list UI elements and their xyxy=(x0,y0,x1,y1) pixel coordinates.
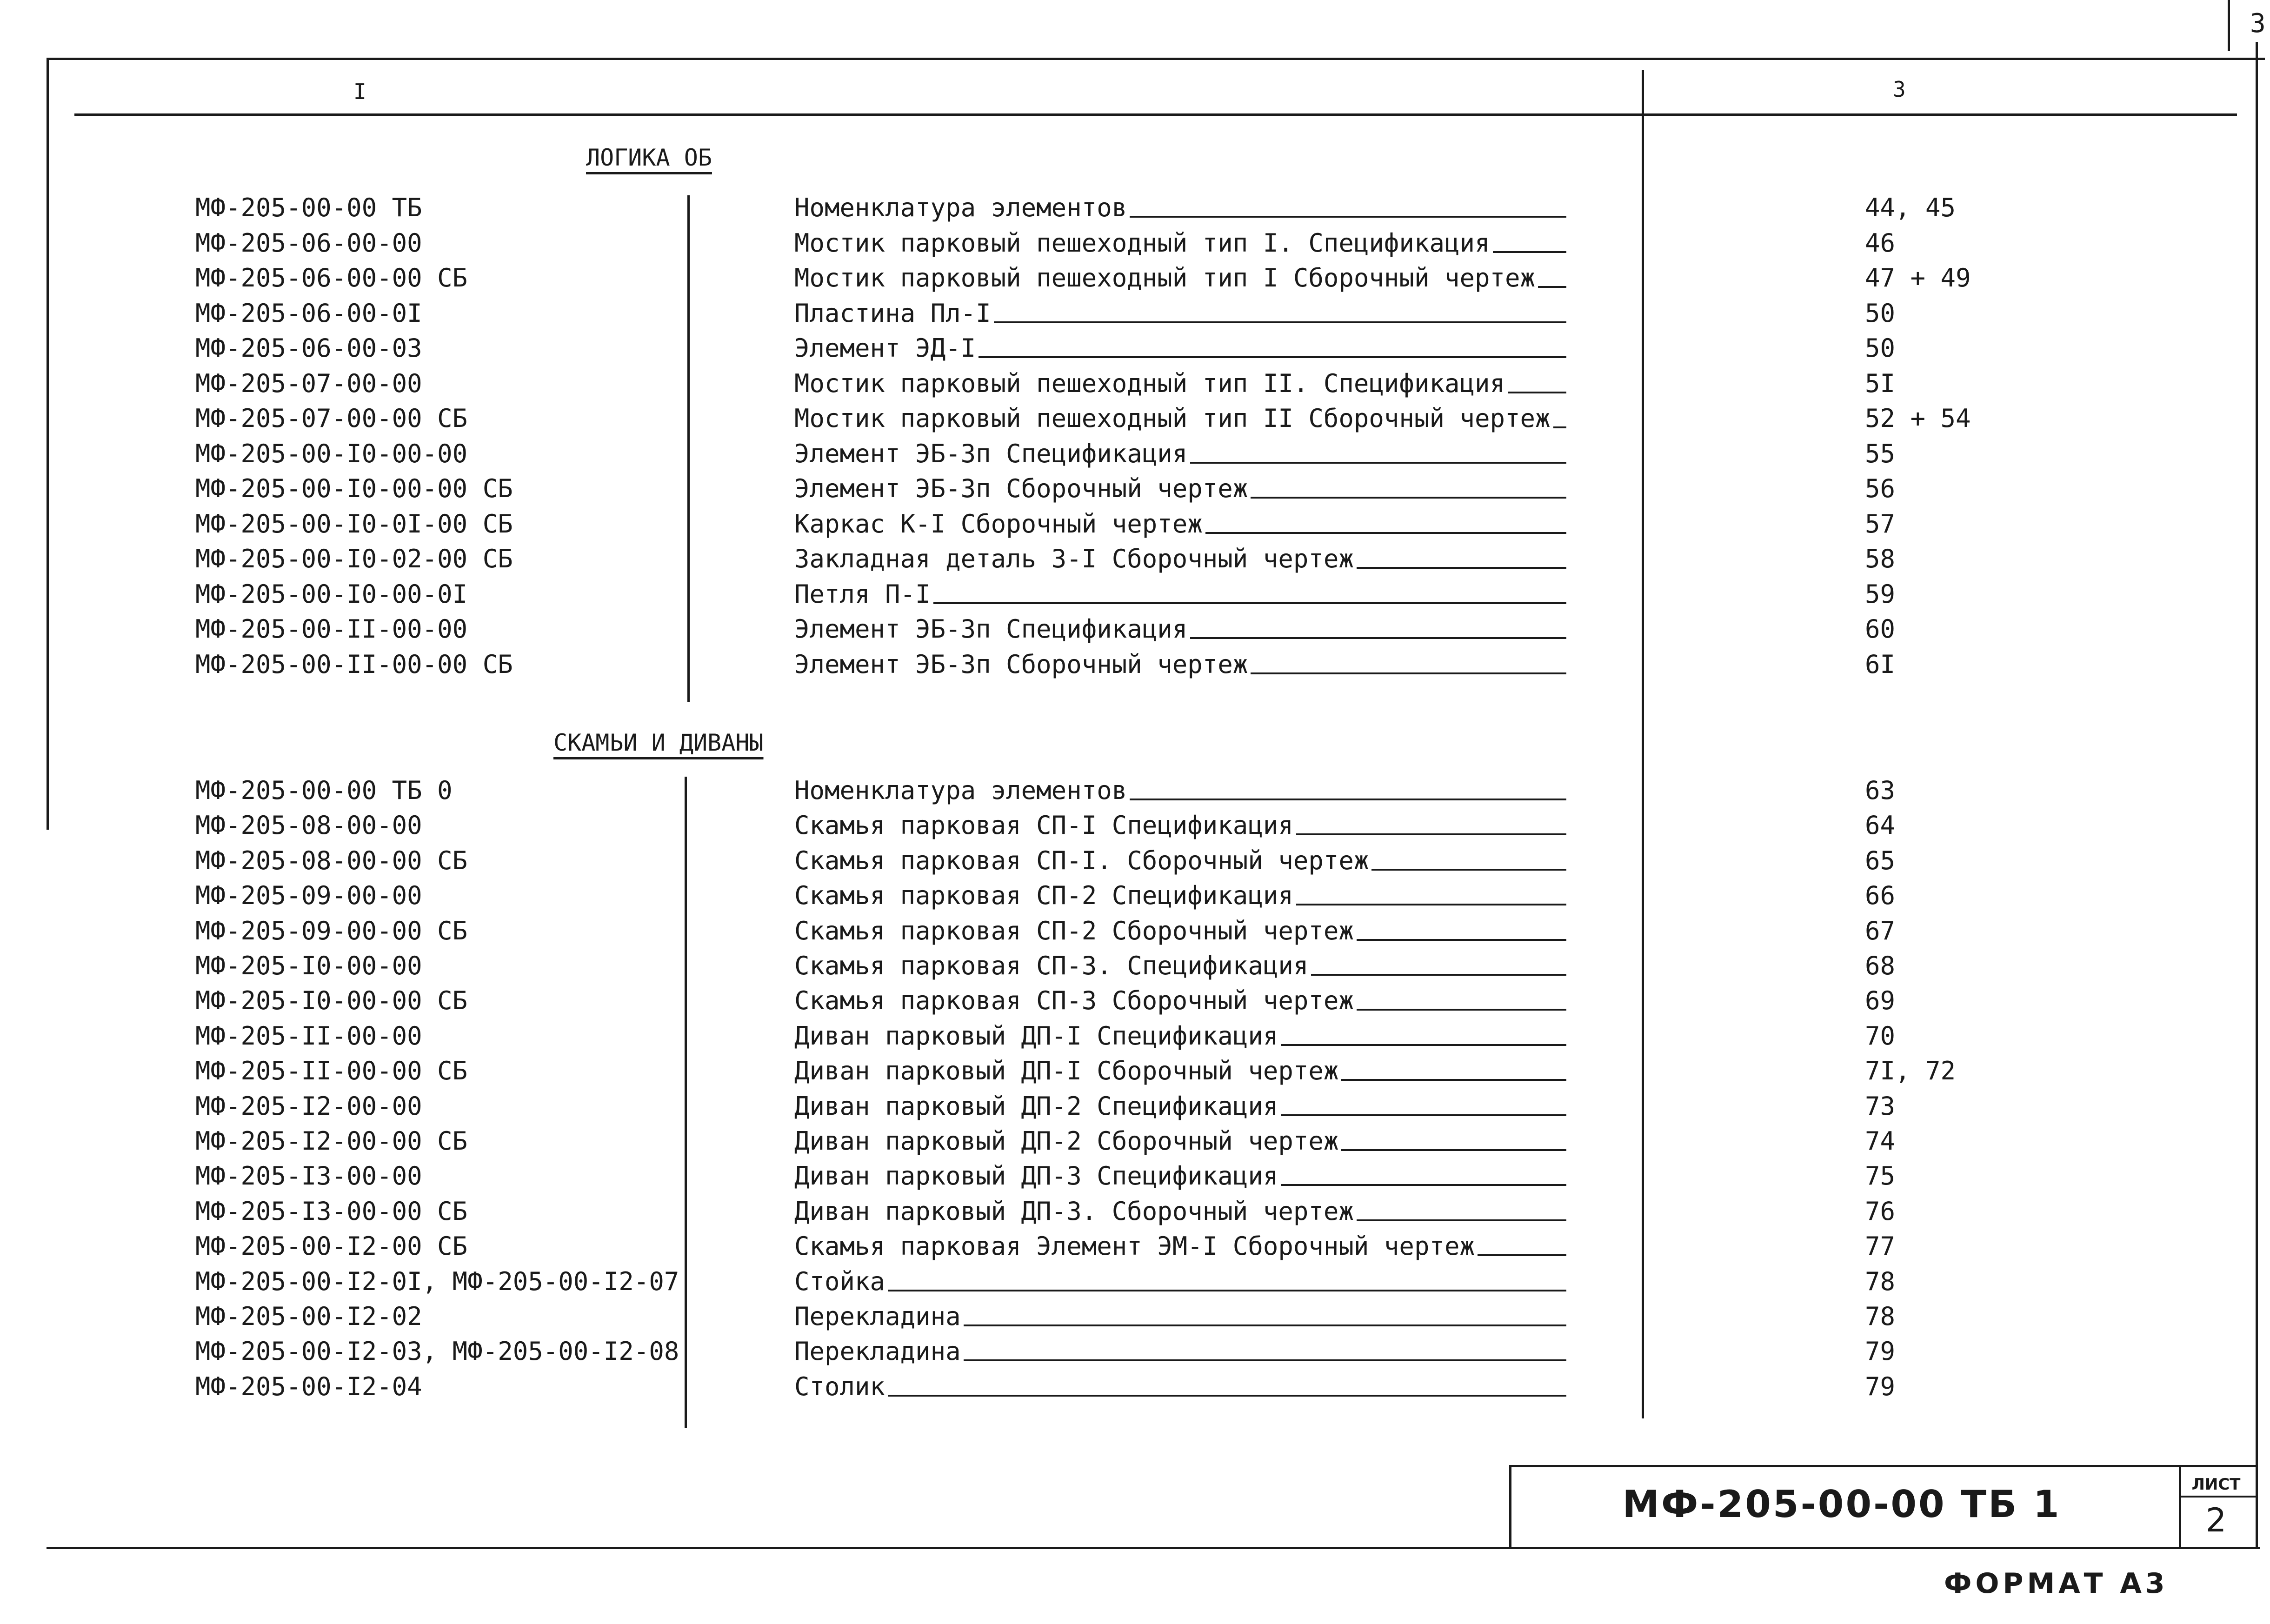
row-title-text: Диван парковый ДП-3 Спецификация xyxy=(794,1161,1278,1191)
row-leader-line xyxy=(1130,799,1566,800)
row-title-text: Перекладина xyxy=(794,1302,961,1331)
row-title xyxy=(794,813,1566,838)
row-title xyxy=(794,988,1566,1013)
row-page: 73 xyxy=(1865,1092,1896,1121)
row-code: МФ-205-I3-00-00 СБ xyxy=(195,1197,468,1226)
row-leader-line xyxy=(1357,1219,1566,1221)
row-code: МФ-205-08-00-00 СБ xyxy=(195,846,468,875)
row-code: МФ-205-00-I0-0I-00 СБ xyxy=(195,509,513,539)
row-code: МФ-205-00-00 ТБ xyxy=(195,193,422,222)
row-leader-line xyxy=(979,356,1566,358)
row-leader-line xyxy=(994,321,1566,323)
row-title xyxy=(794,848,1566,873)
row-title-text: Стойка xyxy=(794,1267,885,1296)
row-title xyxy=(794,1094,1566,1119)
row-code: МФ-205-I2-00-00 СБ xyxy=(195,1126,468,1156)
row-title-text: Закладная деталь З-I Сборочный чертеж xyxy=(794,544,1354,573)
corner-tick-line xyxy=(2228,0,2230,51)
row-title xyxy=(794,509,1566,539)
row-title-text: Скамья парковая Элемент ЭМ-I Сборочный чертеж xyxy=(794,1231,1475,1261)
row-title-text: Петля П-I xyxy=(794,579,931,609)
row-title xyxy=(794,579,1566,609)
row-title xyxy=(794,614,1566,644)
row-title xyxy=(794,918,1566,944)
row-page: 59 xyxy=(1865,579,1896,609)
row-title xyxy=(794,263,1566,293)
row-title-text: Скамья парковая СП-I Спецификация xyxy=(794,811,1293,840)
row-code: МФ-205-I0-00-00 СБ xyxy=(195,986,468,1015)
row-code: МФ-205-06-00-00 xyxy=(195,228,422,258)
row-title xyxy=(794,953,1566,978)
row-title-text: Перекладина xyxy=(794,1337,961,1366)
row-title-text: Номенклатура элементов xyxy=(794,776,1127,805)
row-page: 47 + 49 xyxy=(1865,263,1971,293)
row-title xyxy=(794,652,1566,677)
row-title-text: Скамья парковая СП-3. Спецификация xyxy=(794,951,1309,980)
row-leader-line xyxy=(1251,497,1566,499)
row-title xyxy=(794,778,1566,803)
row-page: 5I xyxy=(1865,369,1896,398)
row-page: 76 xyxy=(1865,1197,1896,1226)
row-leader-line xyxy=(1190,462,1566,464)
row-code: МФ-205-00-I0-02-00 СБ xyxy=(195,544,513,573)
row-leader-line xyxy=(1190,637,1566,639)
row-title xyxy=(794,301,1566,326)
row-title-text: Каркас К-I Сборочный чертеж xyxy=(794,509,1203,539)
row-title xyxy=(794,1231,1566,1261)
row-title xyxy=(794,1021,1566,1051)
row-leader-line xyxy=(1478,1254,1566,1256)
row-code: МФ-205-09-00-00 СБ xyxy=(195,916,468,945)
stamp-sheet-label-line xyxy=(2179,1496,2258,1498)
row-page: 58 xyxy=(1865,544,1896,573)
row-title xyxy=(794,441,1566,466)
row-title-text: Мостик парковый пешеходный тип I Сборочный чертеж xyxy=(794,263,1536,293)
frame-top-line xyxy=(47,58,2265,60)
row-title xyxy=(794,195,1566,220)
row-code: МФ-205-00-I2-04 xyxy=(195,1372,422,1401)
column-number-1: I xyxy=(353,79,366,104)
row-title xyxy=(794,1269,1566,1294)
row-title-text: Мостик парковый пешеходный тип II. Спецификация xyxy=(794,369,1505,398)
row-code: МФ-205-00-I0-00-00 СБ xyxy=(195,474,513,503)
row-code: МФ-205-09-00-00 xyxy=(195,881,422,910)
row-title xyxy=(794,333,1566,363)
row-title-text: Элемент ЭБ-3п Сборочный чертеж xyxy=(794,650,1248,679)
frame-bottom-line xyxy=(47,1547,2260,1549)
row-leader-line xyxy=(888,1290,1566,1291)
format-label: ФОРМАТ А3 xyxy=(1944,1567,2169,1600)
row-title-text: Номенклатура элементов xyxy=(794,193,1127,222)
stamp-top-line xyxy=(1509,1465,2258,1467)
row-code: МФ-205-00-II-00-00 xyxy=(195,614,468,644)
row-code: МФ-205-II-00-00 xyxy=(195,1021,422,1051)
row-page: 50 xyxy=(1865,299,1896,328)
row-leader-line xyxy=(1205,532,1566,534)
row-title xyxy=(794,1199,1566,1224)
row-page: 60 xyxy=(1865,614,1896,644)
row-page: 70 xyxy=(1865,1021,1896,1051)
row-page: 75 xyxy=(1865,1161,1896,1191)
row-title-text: Элемент ЭБ-3п Сборочный чертеж xyxy=(794,474,1248,503)
row-leader-line xyxy=(1296,904,1566,905)
row-page: 77 xyxy=(1865,1231,1896,1261)
document-code: МФ-205-00-00 ТБ 1 xyxy=(1622,1483,2061,1526)
row-code: МФ-205-07-00-00 xyxy=(195,369,422,398)
row-title-text: Элемент ЭБ-3п Спецификация xyxy=(794,439,1188,468)
row-page: 74 xyxy=(1865,1126,1896,1156)
row-page: 78 xyxy=(1865,1302,1896,1331)
row-leader-line xyxy=(1296,833,1566,835)
row-title-text: Диван парковый ДП-3. Сборочный чертеж xyxy=(794,1197,1354,1226)
row-code: МФ-205-00-I0-00-00 xyxy=(195,439,468,468)
row-title xyxy=(794,406,1566,431)
sheet-label: ЛИСТ xyxy=(2191,1475,2241,1494)
row-title xyxy=(794,1058,1566,1084)
row-code: МФ-205-II-00-00 СБ xyxy=(195,1056,468,1085)
row-title xyxy=(794,1304,1566,1329)
row-code: МФ-205-00-II-00-00 СБ xyxy=(195,650,513,679)
sheet-number: 2 xyxy=(2205,1501,2227,1539)
row-title xyxy=(794,228,1566,258)
row-code: МФ-205-I3-00-00 xyxy=(195,1161,422,1191)
row-leader-line xyxy=(1341,1079,1566,1081)
row-title-text: Скамья парковая СП-I. Сборочный чертеж xyxy=(794,846,1369,875)
row-page: 67 xyxy=(1865,916,1896,945)
row-title-text: Мостик парковый пешеходный тип II Сборочный чертеж xyxy=(794,404,1551,433)
row-leader-line xyxy=(1281,1044,1566,1046)
row-leader-line xyxy=(933,602,1566,604)
row-title-text: Столик xyxy=(794,1372,885,1401)
row-leader-line xyxy=(1357,939,1566,941)
row-title-text: Скамья парковая СП-2 Спецификация xyxy=(794,881,1293,910)
section-title-bridges: ЛОГИКА ОБ xyxy=(586,144,712,171)
row-code: МФ-205-00-I2-03, МФ-205-00-I2-08 xyxy=(195,1337,679,1366)
row-leader-line xyxy=(1538,286,1566,288)
row-page: 57 xyxy=(1865,509,1896,539)
row-leader-line xyxy=(1130,216,1566,218)
row-page: 56 xyxy=(1865,474,1896,503)
row-title xyxy=(794,1374,1566,1399)
row-title-text: Скамья парковая СП-3 Сборочный чертеж xyxy=(794,986,1354,1015)
row-title-text: Диван парковый ДП-2 Спецификация xyxy=(794,1092,1278,1121)
row-leader-line xyxy=(1357,567,1566,569)
row-title-text: Диван парковый ДП-I Спецификация xyxy=(794,1021,1278,1051)
header-rule xyxy=(74,113,2237,116)
row-code: МФ-205-I2-00-00 xyxy=(195,1092,422,1121)
row-page: 78 xyxy=(1865,1267,1896,1296)
row-title xyxy=(794,883,1566,908)
row-code: МФ-205-00-I2-0I, МФ-205-00-I2-07 xyxy=(195,1267,679,1296)
row-leader-line xyxy=(1371,869,1566,871)
row-code: МФ-205-00-I0-00-0I xyxy=(195,579,468,609)
row-code: МФ-205-07-00-00 СБ xyxy=(195,404,468,433)
row-page: 44, 45 xyxy=(1865,193,1956,222)
row-leader-line xyxy=(1311,974,1566,976)
row-title xyxy=(794,476,1566,501)
row-leader-line xyxy=(964,1324,1566,1326)
row-leader-line xyxy=(964,1359,1566,1361)
row-code: МФ-205-I0-00-00 xyxy=(195,951,422,980)
row-page: 55 xyxy=(1865,439,1896,468)
row-title xyxy=(794,1339,1566,1364)
column-number-3: 3 xyxy=(1893,77,1906,102)
column-divider-right xyxy=(1642,70,1644,1418)
row-page: 68 xyxy=(1865,951,1896,980)
row-title-text: Скамья парковая СП-2 Сборочный чертеж xyxy=(794,916,1354,945)
row-leader-line xyxy=(1553,426,1566,428)
row-page: 79 xyxy=(1865,1337,1896,1366)
row-title xyxy=(794,1161,1566,1191)
section-title-benches: СКАМЬИ И ДИВАНЫ xyxy=(553,729,764,756)
row-page: 63 xyxy=(1865,776,1896,805)
row-title xyxy=(794,546,1566,572)
row-code: МФ-205-00-I2-02 xyxy=(195,1302,422,1331)
row-page: 46 xyxy=(1865,228,1896,258)
row-title-text: Пластина Пл-I xyxy=(794,299,991,328)
row-code: МФ-205-00-I2-00 СБ xyxy=(195,1231,468,1261)
row-code: МФ-205-00-00 ТБ 0 xyxy=(195,776,453,805)
row-leader-line xyxy=(1281,1114,1566,1116)
column-divider-left-bottom xyxy=(685,777,687,1428)
row-code: МФ-205-08-00-00 xyxy=(195,811,422,840)
row-title-text: Элемент ЭБ-3п Спецификация xyxy=(794,614,1188,644)
row-code: МФ-205-06-00-03 xyxy=(195,333,422,363)
row-leader-line xyxy=(1251,672,1566,674)
row-page: 66 xyxy=(1865,881,1896,910)
row-page: 50 xyxy=(1865,333,1896,363)
row-leader-line xyxy=(1341,1149,1566,1151)
row-leader-line xyxy=(1493,251,1567,253)
row-page: 6I xyxy=(1865,650,1896,679)
row-title xyxy=(794,371,1566,396)
row-page: 7I, 72 xyxy=(1865,1056,1956,1085)
row-title-text: Мостик парковый пешеходный тип I. Спецификация xyxy=(794,228,1490,258)
row-page: 64 xyxy=(1865,811,1896,840)
row-leader-line xyxy=(888,1395,1566,1397)
frame-right-line xyxy=(2256,42,2258,1549)
row-code: МФ-205-06-00-00 СБ xyxy=(195,263,468,293)
row-title-text: Диван парковый ДП-I Сборочный чертеж xyxy=(794,1056,1339,1085)
row-title-text: Элемент ЭД-I xyxy=(794,333,976,363)
row-page: 52 + 54 xyxy=(1865,404,1971,433)
row-leader-line xyxy=(1508,392,1566,393)
row-title xyxy=(794,1126,1566,1156)
row-title-text: Диван парковый ДП-2 Сборочный чертеж xyxy=(794,1126,1339,1156)
frame-left-line xyxy=(47,58,49,830)
row-code: МФ-205-06-00-0I xyxy=(195,299,422,328)
corner-page-number: 3 xyxy=(2250,8,2266,39)
row-page: 69 xyxy=(1865,986,1896,1015)
row-leader-line xyxy=(1357,1009,1566,1011)
row-page: 65 xyxy=(1865,846,1896,875)
row-leader-line xyxy=(1281,1184,1566,1186)
row-page: 79 xyxy=(1865,1372,1896,1401)
column-divider-left-top xyxy=(687,195,690,702)
